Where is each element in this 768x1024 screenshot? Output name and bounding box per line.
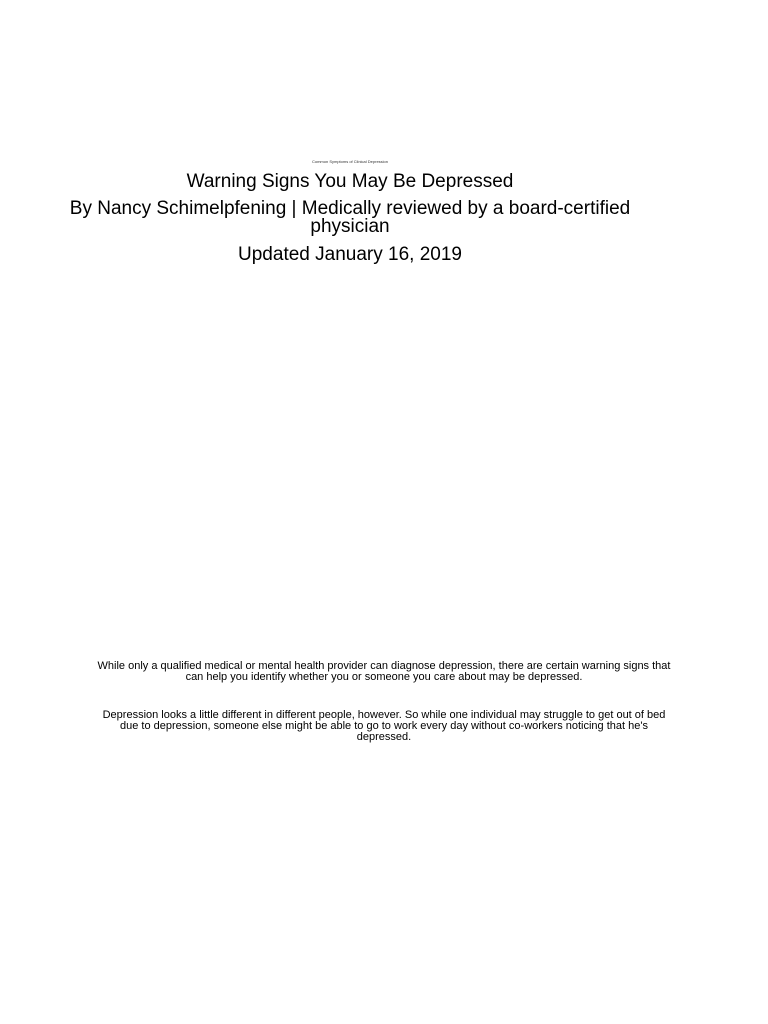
article-byline: By Nancy Schimelpfening | Medically reviewed by a board-certified physician [69,198,631,237]
article-kicker: Common Symptoms of Clinical Depression [311,159,389,164]
article-paragraph: While only a qualified medical or mental health provider can diagnose depression, there are certain warning signs that can help you identify whether you or someone you care about may be depressed. [97,660,671,683]
article-title: Warning Signs You May Be Depressed [186,171,514,192]
article-updated-date: Updated January 16, 2019 [238,244,462,265]
article-paragraph: Depression looks a little different in different people, however. So while one individual may struggle to get out of bed due to depression, someone else might be able to go to work every day without co-workers noticing that he's depressed. [102,709,666,743]
